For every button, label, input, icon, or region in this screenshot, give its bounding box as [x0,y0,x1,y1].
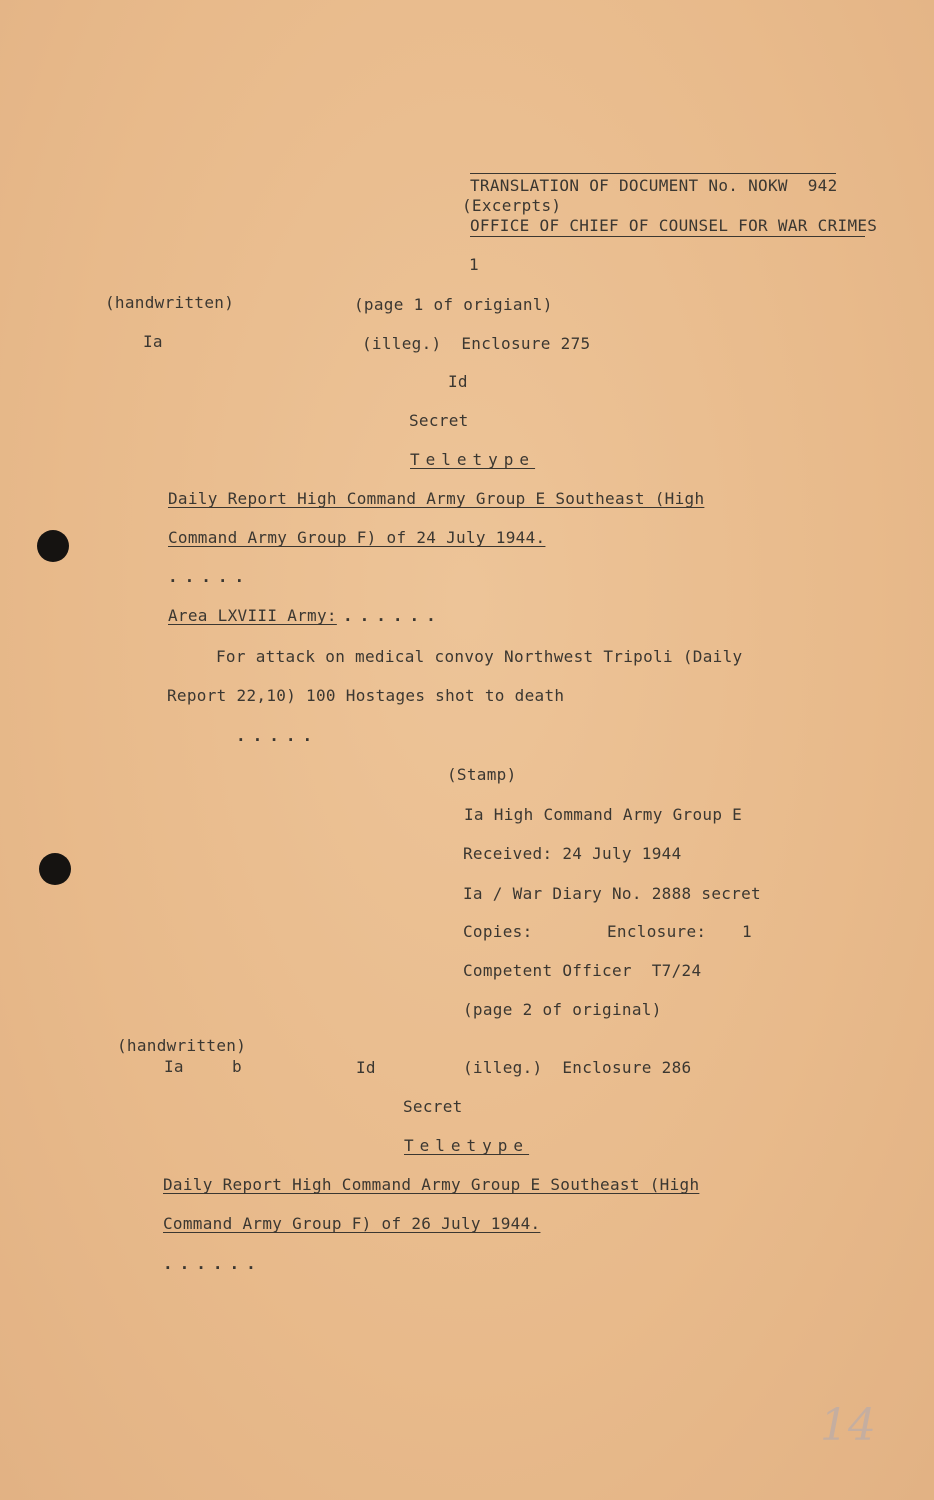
id-marker-2: Id [356,1058,376,1077]
body-line-2: Report 22,10) 100 Hostages shot to death [167,686,565,705]
stamp-line-1: Ia High Command Army Group E [464,805,743,824]
stamp-label: (Stamp) [447,765,517,784]
report-title-2-line-2: Command Army Group F) of 26 July 1944. [163,1214,541,1233]
report-title-1-line-2: Command Army Group F) of 24 July 1944. [168,528,546,547]
ia-marker-1: Ia [143,332,163,351]
teletype-heading-1: Teletype [410,450,536,469]
page-of-original-2: (page 2 of original) [463,1000,662,1019]
punch-hole-bottom [39,853,71,885]
page-number: 1 [469,255,479,274]
report-title-1-line-1: Daily Report High Command Army Group E Southeast (High [168,489,705,508]
stamp-enclosure-value: 1 [742,922,752,941]
margin-note: 14 [820,1400,876,1451]
secret-label-2: Secret [403,1097,463,1116]
handwritten-label-2: (handwritten) [117,1036,247,1055]
header-line-3: OFFICE OF CHIEF OF COUNSEL FOR WAR CRIMES [470,216,878,235]
area-dots: ...... [343,606,443,625]
body-line-1: For attack on medical convoy Northwest Tripoli (Daily [216,647,743,666]
illeg-enclosure-1: (illeg.) Enclosure 275 [362,334,591,353]
page-of-original-1: (page 1 of origianl) [354,295,553,314]
header-bottom-rule [470,236,865,237]
stamp-war-diary: Ia / War Diary No. 2888 secret [463,884,761,903]
stamp-received: Received: 24 July 1944 [463,844,682,863]
handwritten-label-1: (handwritten) [105,293,235,312]
ellipsis-3: ...... [163,1254,263,1273]
stamp-enclosure-label: Enclosure: [607,922,707,941]
ellipsis-1: ..... [168,567,252,586]
area-label: Area LXVIII Army: [168,606,337,625]
teletype-heading-2: Teletype [404,1136,530,1155]
report-title-2-line-1: Daily Report High Command Army Group E Southeast (High [163,1175,700,1194]
b-marker-2: b [232,1057,242,1076]
illeg-enclosure-2: (illeg.) Enclosure 286 [463,1058,692,1077]
stamp-copies: Copies: [463,922,533,941]
ellipsis-2: ..... [236,726,320,745]
header-line-1: TRANSLATION OF DOCUMENT No. NOKW 942 [470,176,838,195]
header-top-rule [470,173,836,174]
ia-marker-2: Ia [164,1057,184,1076]
secret-label-1: Secret [409,411,469,430]
punch-hole-top [37,530,69,562]
id-marker-1: Id [448,372,468,391]
header-line-2: (Excerpts) [462,196,562,215]
stamp-officer: Competent Officer T7/24 [463,961,702,980]
